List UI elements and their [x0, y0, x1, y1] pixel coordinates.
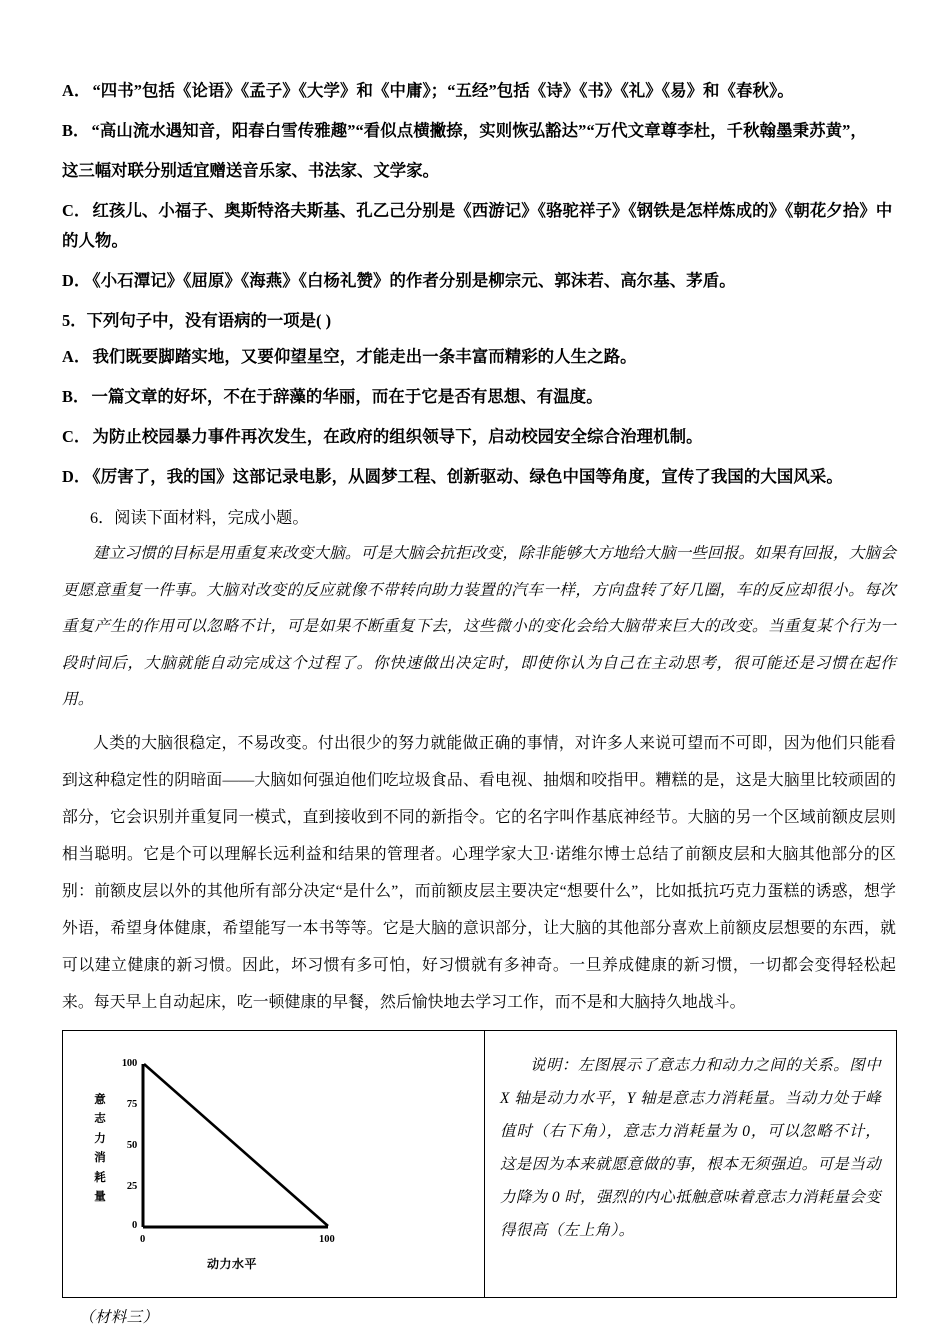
- chart-x-axis-title: 动力水平: [207, 1256, 258, 1271]
- q5-option-c-text: 为防止校园暴力事件再次发生，在政府的组织领导下，启动校园安全综合治理机制。: [92, 427, 703, 446]
- figure-note-text: 说明：左图展示了意志力和动力之间的关系。图中 X 轴是动力水平，Y 轴是意志力消耗量。当动力处于峰值时（右下角），意志力消耗量为 0，可以忽略不计，这是因为本来就愿意做的事，根本无须强迫。可是当动力降为 0 时，强烈的内心抵触意味着意志力消耗量会变得很高（左上角）。: [500, 1056, 881, 1239]
- q4-option-c-label: C．: [62, 201, 91, 220]
- figure-chart-cell: [63, 1030, 485, 1297]
- y-title-char-0: 意: [94, 1093, 106, 1106]
- y-title-char-1: 志: [94, 1113, 106, 1125]
- q5-option-a-text: 我们既要脚踏实地，又要仰望星空，才能走出一条丰富而精彩的人生之路。: [92, 347, 637, 366]
- chart-y-tick-50: 50: [126, 1139, 137, 1151]
- q4-option-b-continuation: 这三幅对联分别适宜赠送音乐家、书法家、文学家。: [62, 161, 439, 180]
- q5-option-c: [62, 422, 896, 452]
- chart-y-axis-title: [92, 1091, 108, 1208]
- q5-option-b: [62, 382, 896, 412]
- y-title-char-2: 力: [94, 1132, 106, 1145]
- q4-option-b-text: “高山流水遇知音，阳春白雪传雅趣”“看似点横撇捺，实则恢弘豁达”“万代文章尊李杜，千秋翰墨秉苏黄”，: [91, 121, 867, 140]
- figure-table: [62, 1030, 897, 1298]
- q5-option-d-label: D．: [62, 467, 91, 486]
- y-title-char-5: 量: [94, 1191, 106, 1203]
- chart-svg: [63, 1031, 484, 1296]
- q6-paragraph-2: 人类的大脑很稳定，不易改变。付出很少的努力就能做正确的事情，对许多人来说可望而不可即，因为他们只能看到这种稳定性的阴暗面——大脑如何强迫他们吃垃圾食品、看电视、抽烟和咬指甲。糟糕的是，这是大脑里比较顽固的部分，它会识别并重复同一模式，直到接收到不同的新指令。它的名字叫作基底神经节。大脑的另一个区域前额皮层则相当聪明。它是个可以理解长远利益和结果的管理者。心理学家大卫·诺维尔博士总结了前额皮层和大脑其他部分的区别：前额皮层以外的其他所有部分决定“是什么”，而前额皮层主要决定“想要什么”，比如抵抗巧克力蛋糕的诱惑，想学外语，希望身体健康，希望能写一本书等等。它是大脑的意识部分，让大脑的其他部分喜欢上前额皮层想要的东西，就可以建立健康的新习惯。因此，坏习惯有多可怕，好习惯就有多神奇。一旦养成健康的新习惯，一切都会变得轻松起来。每天早上自动起床，吃一顿健康的早餐，然后愉快地去学习工作，而不是和大脑持久地战斗。: [62, 734, 896, 1011]
- q5-option-a-label: A．: [62, 347, 91, 366]
- q4-option-d: [62, 266, 896, 296]
- figure-row: [63, 1030, 897, 1297]
- q5-option-d-text: 《厉害了，我的国》这部记录电影，从圆梦工程、创新驱动、绿色中国等角度，宣传了我国的大国风采。: [92, 467, 843, 486]
- q4-option-c-text: 红孩儿、小福子、奥斯特洛夫斯基、孔乙己分别是《西游记》《骆驼祥子》《钢铁是怎样炼成的》《朝花夕拾》中的人物。: [62, 201, 893, 250]
- y-title-char-3: 消: [94, 1152, 106, 1164]
- willpower-motivation-chart: [63, 1031, 484, 1296]
- figure-note-cell: [485, 1030, 897, 1297]
- q4-option-a-text: “四书”包括《论语》《孟子》《大学》和《中庸》；“五经”包括《诗》《书》《礼》《易》和《春秋》。: [92, 81, 794, 100]
- chart-y-tick-100: 100: [121, 1057, 137, 1069]
- chart-y-tick-75: 75: [126, 1098, 137, 1110]
- q5-stem-text: 下列句子中，没有语病的一项是( ): [86, 311, 332, 330]
- q4-option-d-text: 《小石潭记》《屈原》《海燕》《白杨礼赞》的作者分别是柳宗元、郭沫若、高尔基、茅盾。: [92, 271, 736, 290]
- q4-option-a: [62, 76, 896, 106]
- q6-paragraph-1: 建立习惯的目标是用重复来改变大脑。可是大脑会抗拒改变，除非能够大方地给大脑一些回报。如果有回报，大脑会更愿意重复一件事。大脑对改变的反应就像不带转向助力装置的汽车一样，方向盘转了好几圈，车的反应却很小。每次重复产生的作用可以忽略不计，可是如果不断重复下去，这些微小的变化会给大脑带来巨大的改变。当重复某个行为一段时间后，大脑就能自动完成这个过程了。你快速做出决定时，即使你认为自己在主动思考，很可能还是习惯在起作用。: [62, 545, 896, 708]
- q5-number: 5．: [62, 311, 87, 330]
- chart-y-tick-25: 25: [126, 1180, 137, 1192]
- y-title-char-4: 耗: [94, 1171, 106, 1184]
- q5-option-b-label: B．: [62, 387, 90, 406]
- q4-option-c: [62, 196, 896, 256]
- q5-option-d: [62, 462, 896, 492]
- figure-caption: （材料三）: [79, 1308, 159, 1326]
- chart-y-tick-0: 0: [131, 1219, 137, 1231]
- q4-option-d-label: D．: [62, 271, 91, 290]
- chart-data-line: [144, 1064, 328, 1226]
- chart-x-tick-0: 0: [140, 1233, 146, 1245]
- q4-option-b-label: B．: [62, 121, 90, 140]
- q5-option-b-text: 一篇文章的好坏，不在于辞藻的华丽，而在于它是否有思想、有温度。: [91, 387, 603, 406]
- q5-option-c-label: C．: [62, 427, 91, 446]
- q6-stem: 6．阅读下面材料，完成小题。: [90, 509, 309, 527]
- q5-option-a: [62, 342, 896, 372]
- q4-option-b: [62, 116, 896, 146]
- q5-stem: [62, 306, 896, 336]
- chart-x-tick-100: 100: [319, 1233, 335, 1245]
- q4-option-a-label: A．: [62, 81, 91, 100]
- page-content: [62, 76, 896, 1327]
